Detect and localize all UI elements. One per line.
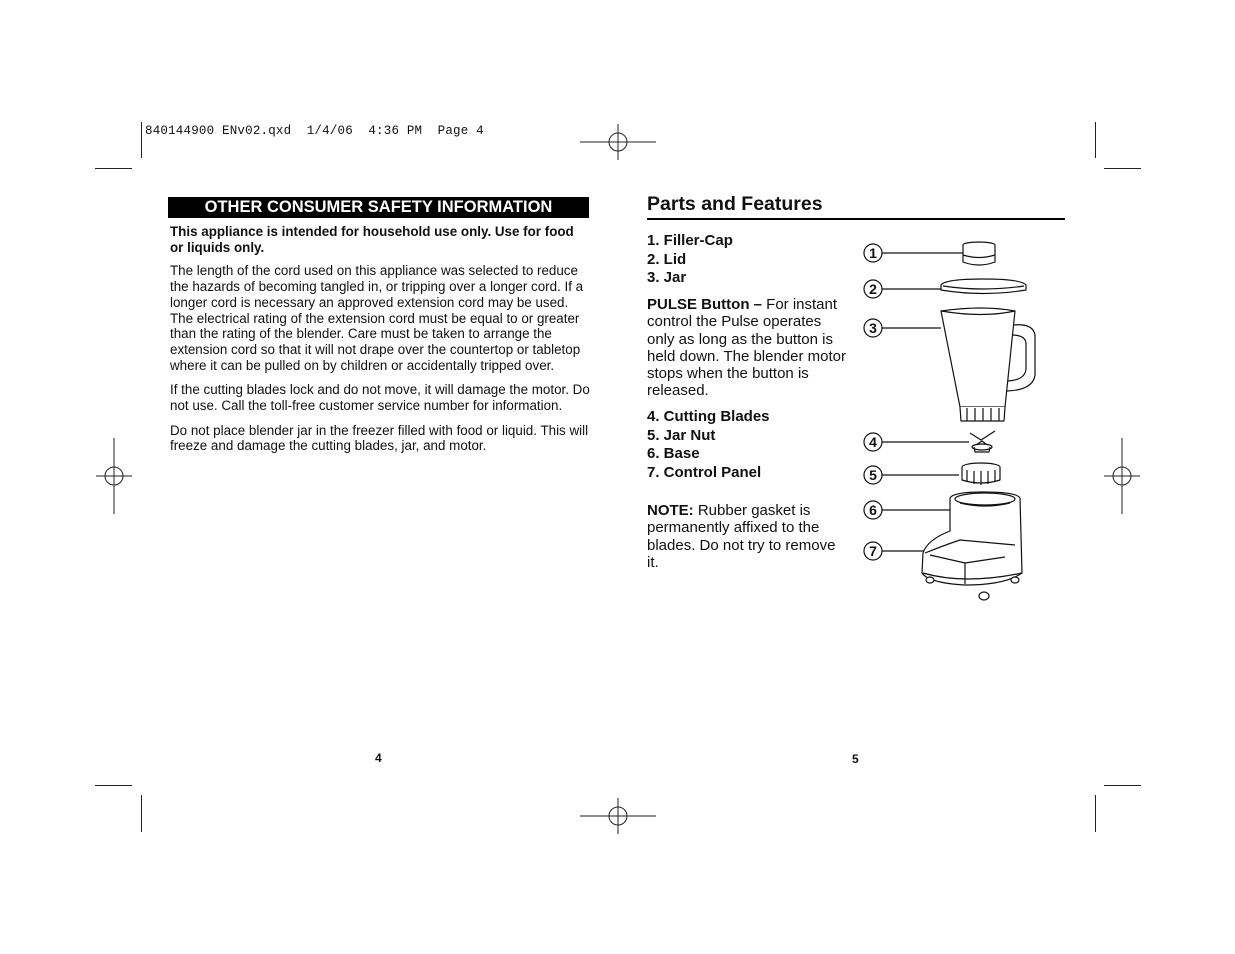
safety-text [170,224,590,463]
svg-text:2: 2 [869,281,877,297]
callout-3 [864,319,882,337]
filler-cap-icon [963,242,995,265]
safety-paragraph-blades: If the cutting blades lock and do not move, it will damage the motor. Do not use. Call the toll-free customer service number for information. [170,382,590,414]
callout-4 [864,433,882,451]
svg-text:6: 6 [869,502,877,518]
pulse-label: PULSE Button – [647,296,762,313]
part-lid: 2. Lid [647,250,687,268]
registration-mark-right [1102,438,1142,514]
registration-mark-bottom [580,796,656,836]
jar-icon [941,308,1035,421]
base-icon [922,492,1022,600]
svg-text:1: 1 [869,245,877,261]
callout-6 [864,501,882,519]
printer-slug: 840144900 ENv02.qxd 1/4/06 4:36 PM Page 4 [145,124,484,138]
registration-mark-left [94,438,134,514]
lid-icon [941,279,1026,294]
part-control-panel: 7. Control Panel [647,464,762,482]
part-base: 6. Base [647,445,700,463]
heading-rule [647,218,1065,220]
safety-intro: This appliance is intended for household use only. Use for food or liquids only. [170,224,574,255]
safety-paragraph-cord: The length of the cord used on this appliance was selected to reduce the hazards of becoming tangled in, or tripping over a longer cord. If a longer cord is necessary an approved extension cord may be used. The electrical rating of the extension cord must be equal to or greater than the rating of the blender. Care must be taken to arrange the extension cord so that it will not drape over the countertop or tabletop where it can be pulled on by children or accidentally tripped over. [170,263,584,373]
callout-5 [864,466,882,484]
safety-paragraph-freezer: Do not place blender jar in the freezer filled with food or liquid. This will freeze and damage the cutting blades, jar, and motor. [170,422,589,454]
parts-heading: Parts and Features [647,193,823,215]
note-text: Rubber gasket is permanently affixed to the blades. Do not try to remove it. [647,502,836,571]
pulse-description [647,296,847,400]
svg-text:3: 3 [869,320,877,336]
parts-list-a [647,232,733,288]
callout-7 [864,542,882,560]
part-jar-nut: 5. Jar Nut [647,426,716,444]
callout-1 [864,244,882,262]
page-number-left: 4 [375,751,382,765]
blender-diagram [855,235,1055,610]
gasket-note [647,502,837,571]
page-number-right: 5 [852,752,859,766]
svg-text:5: 5 [869,467,877,483]
callout-2 [864,280,882,298]
note-label: NOTE: [647,502,694,519]
cutting-blades-icon [970,431,995,452]
svg-text:4: 4 [869,434,877,450]
part-jar: 3. Jar [647,269,687,287]
part-cutting-blades: 4. Cutting Blades [647,408,770,425]
svg-text:7: 7 [869,543,877,559]
safety-heading: OTHER CONSUMER SAFETY INFORMATION [168,197,589,218]
registration-mark-top [580,122,656,162]
part-filler-cap: 1. Filler-Cap [647,232,733,249]
jar-nut-icon [962,463,1000,485]
parts-list-b [647,408,770,483]
pulse-text: For instant control the Pulse operates only as long as the button is held down. The blender motor stops when the button is released. [647,296,847,400]
